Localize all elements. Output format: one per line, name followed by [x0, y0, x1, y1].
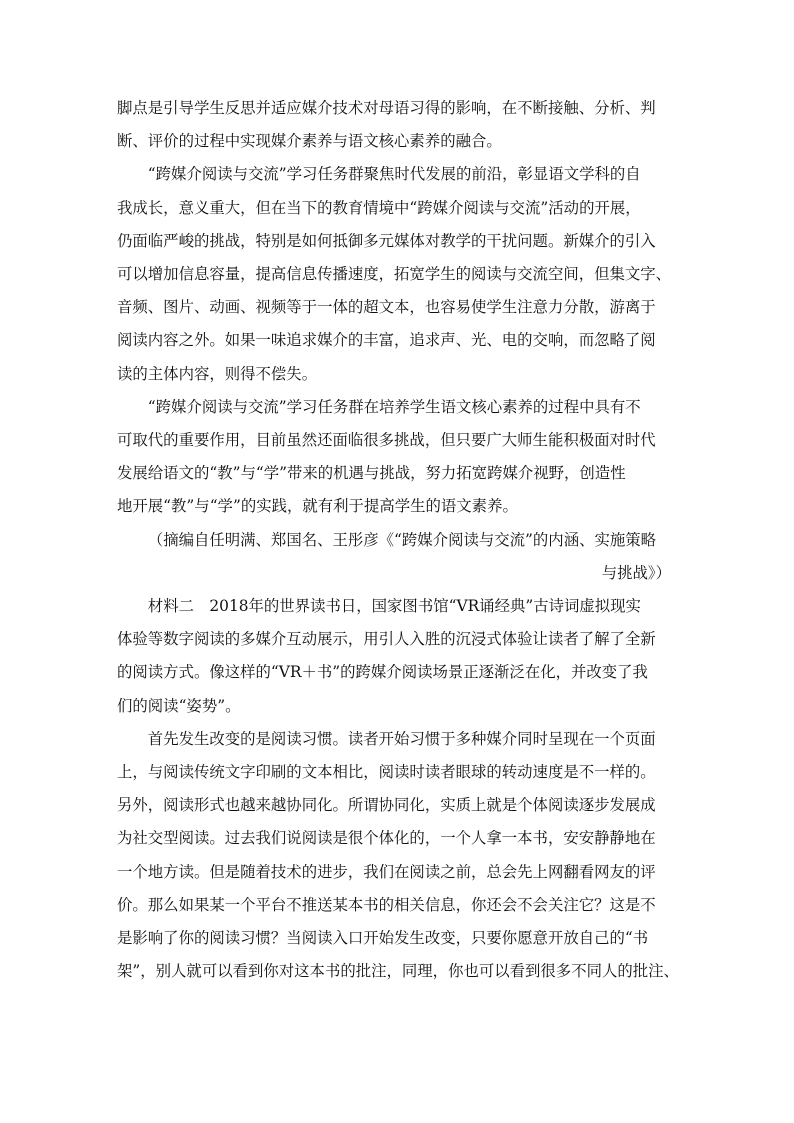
citation-line: 与挑战》）: [601, 563, 671, 582]
text-line: 上，与阅读传统文字印刷的文本相比，阅读时读者眼球的转动速度是不一样的。: [117, 763, 656, 782]
text-line: “跨媒介阅读与交流”学习任务群聚焦时代发展的前沿，彰显语文学科的自: [147, 165, 641, 184]
text-line: 们的阅读“姿势”。: [117, 696, 241, 715]
paragraph-continuation: [117, 92, 678, 158]
citation: [117, 524, 678, 590]
text-line: 仍面临严峻的挑战，特别是如何抵御多元媒体对教学的干扰问题。新媒介的引入: [117, 231, 656, 250]
text-line: 是影响了你的阅读习惯？当阅读入口开始发生改变，只要你愿意开放自己的“书: [117, 929, 649, 948]
text-line: “跨媒介阅读与交流”学习任务群在培养学生语文核心素养的过程中具有不: [147, 397, 641, 416]
paragraph-reading-habits: [117, 723, 678, 989]
text-line: 发展给语文的“教”与“学”带来的机遇与挑战，努力拓宽跨媒介视野，创造性: [117, 464, 626, 483]
text-line: 材料二 2018年的世界读书日，国家图书馆“VR诵经典”古诗词虚拟现实: [147, 597, 641, 616]
text-line: 可取代的重要作用，目前虽然还面临很多挑战，但只要广大师生能积极面对时代: [117, 431, 656, 450]
document-body: [117, 92, 678, 988]
text-line: 可以增加信息容量，提高信息传播速度，拓宽学生的阅读与交流空间，但集文字、: [117, 265, 672, 284]
text-line: 价。那么如果某一个平台不推送某本书的相关信息，你还会不会关注它？这是不: [117, 895, 656, 914]
text-line: 另外，阅读形式也越来越协同化。所谓协同化，实质上就是个体阅读逐步发展成: [117, 796, 656, 815]
text-line: 一个地方读。但是随着技术的进步，我们在阅读之前，总会先上网翻看网友的评: [117, 862, 656, 881]
text-line: 音频、图片、动画、视频等于一体的超文本，也容易使学生注意力分散，游离于: [117, 298, 656, 317]
text-line: 脚点是引导学生反思并适应媒介技术对母语习得的影响，在不断接触、分析、判: [117, 99, 656, 117]
text-line: 读的主体内容，则得不偿失。: [117, 364, 318, 383]
text-line: 的阅读方式。像这样的“VR＋书”的跨媒介阅读场景正逐渐泛在化，并改变了我: [117, 663, 648, 682]
text-line: 架”，别人就可以看到你对这本书的批注，同理，你也可以看到很多不同人的批注、: [117, 962, 679, 981]
text-line: 体验等数字阅读的多媒介互动展示，用引人入胜的沉浸式体验让读者了解了全新: [117, 630, 656, 649]
text-line: 我成长，意义重大，但在当下的教育情境中“跨媒介阅读与交流”活动的开展，: [117, 198, 641, 217]
citation-line: （摘编自任明满、郑国名、王彤彦《“跨媒介阅读与交流”的内涵、实施策略: [147, 530, 657, 549]
text-line: 断、评价的过程中实现媒介素养与语文核心素养的融合。: [117, 132, 502, 151]
text-line: 为社交型阅读。过去我们说阅读是很个体化的，一个人拿一本书，安安静静地在: [117, 829, 656, 848]
text-line: 首先发生改变的是阅读习惯。读者开始习惯于多种媒介同时呈现在一个页面: [147, 729, 656, 748]
paragraph-material-two: [117, 590, 678, 723]
paragraph-conclusion: [117, 391, 678, 524]
text-line: 阅读内容之外。如果一味追求媒介的丰富，追求声、光、电的交响，而忽略了阅: [117, 331, 656, 350]
paragraph-challenges: [117, 158, 678, 390]
text-line: 地开展“教”与“学”的实践，就有利于提高学生的语文素养。: [117, 497, 518, 516]
